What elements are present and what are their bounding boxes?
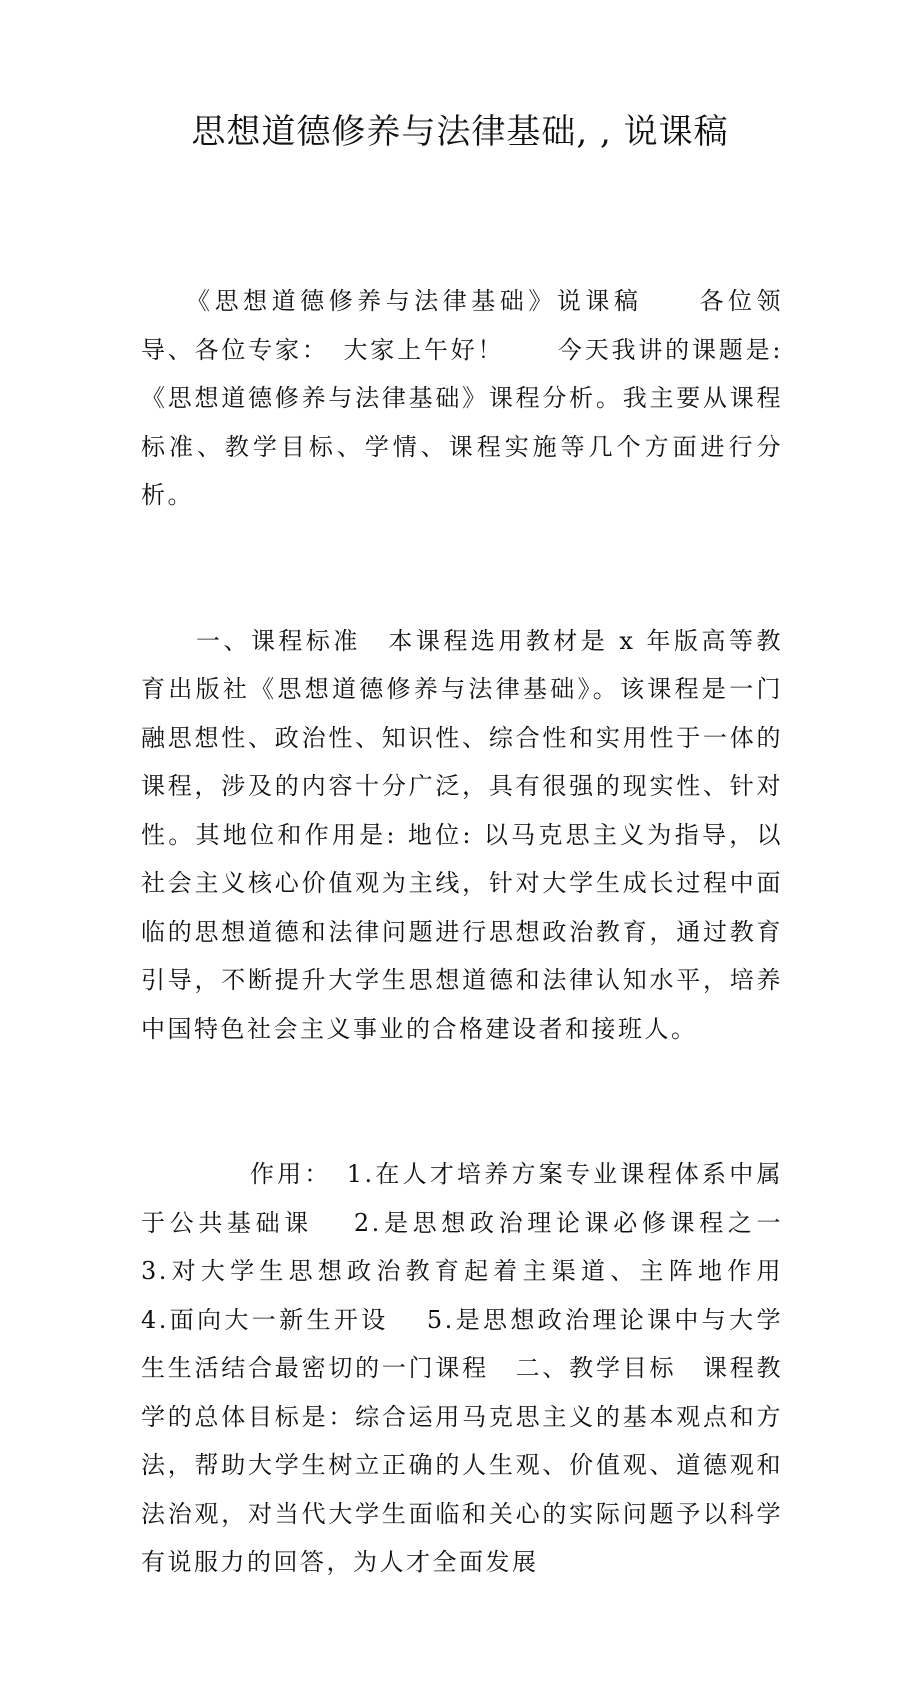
document-title: 思想道德修养与法律基础, , 说课稿: [191, 112, 729, 152]
paragraph-course-standard: 一、课程标准 本课程选用教材是 x 年版高等教育出版社《思想道德修养与法律基础》。该课程是一门融思想性、政治性、知识性、综合性和实用性于一体的课程，涉及的内容十分广泛，具有很强的现实性、针对性。其地位和作用是: 地位: 以马克思主义为指导，以社会主义核心价值观为主线，针对大学生成长过程中面临的思想道德和法律问题进行思想政治教育，通过教育引导，不断提升大学生思想道德和法律认知水平，培养中国特色社会主义事业的合格建设者和接班人。: [141, 626, 783, 1043]
paragraph-role-and-goals: 作用： 1.在人才培养方案专业课程体系中属于公共基础课 2.是思想政治理论课必修课程之一 3.对大学生思想政治教育起着主渠道、主阵地作用 4.面向大一新生开设 5.是思想政治理论课中与大学生生活结合最密切的一门课程 二、教学目标 课程教学的总体目标是：综合运用马克思主义的基本观点和方法，帮助大学生树立正确的人生观、价值观、道德观和法治观，对当代大学生面临和关心的实际问题予以科学有说服力的回答，为人才全面发展: [141, 1160, 820, 1576]
paragraph-intro: 《思想道德修养与法律基础》说课稿 各位领导、各位专家： 大家上午好！ 今天我讲的课题是:《思想道德修养与法律基础》课程分析。我主要从课程标准、教学目标、学情、课程实施等几个方面进行分析。: [141, 287, 783, 509]
document-body: [141, 180, 820, 1684]
